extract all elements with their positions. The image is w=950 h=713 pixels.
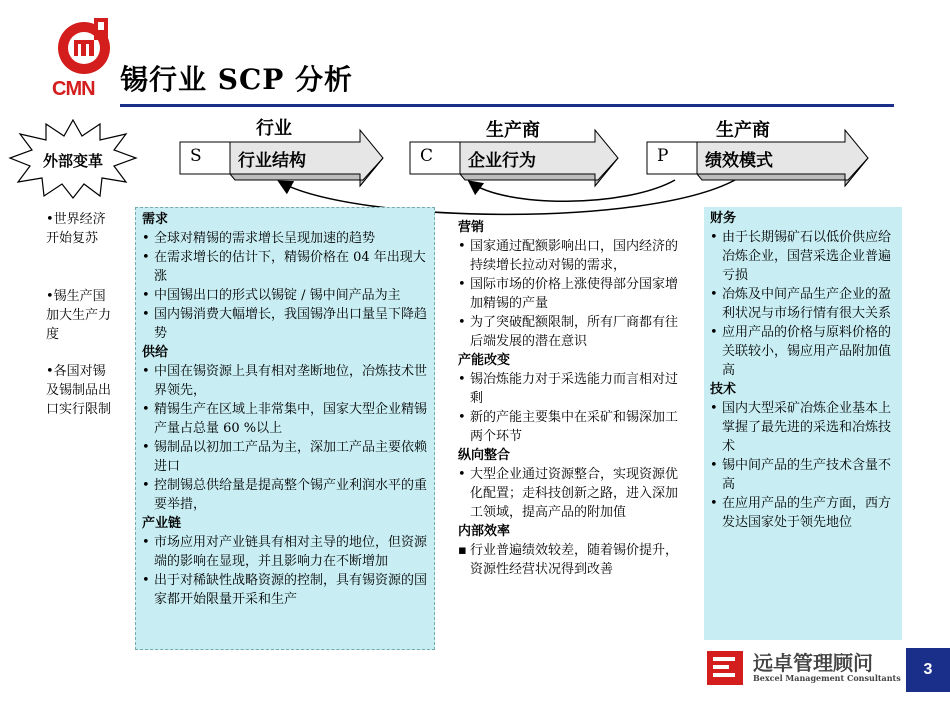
bullet-icon: •	[458, 467, 466, 482]
bullet-icon: •	[142, 535, 150, 550]
section-heading: 内部效率	[458, 524, 511, 539]
bullet-text: 锡中间产品的生产技术含量不高	[722, 458, 892, 492]
bullet-text: 在应用产品的生产方面，西方发达国家处于领先地位	[722, 496, 892, 530]
bullet-icon: •	[710, 287, 718, 302]
panel-conduct	[452, 216, 684, 646]
bullet-icon: •	[142, 573, 150, 588]
bullet-icon: •	[458, 239, 466, 254]
bullet-text: 国际市场的价格上涨使得部分国家增加精锡的产量	[470, 277, 679, 311]
bullet-item	[142, 362, 428, 400]
flow-s-top-label: 行业	[256, 118, 292, 139]
section-heading: 营销	[458, 220, 485, 235]
scp-flow-diagram	[175, 128, 885, 218]
bullet-icon: •	[710, 401, 718, 416]
bullet-icon: •	[710, 496, 718, 511]
section-heading: 需求	[142, 212, 169, 227]
bullet-icon: •	[142, 364, 150, 379]
bullet-text: 国内大型采矿冶炼企业基本上掌握了最先进的采选和冶炼技术	[722, 401, 892, 454]
flow-c-top-label: 生产商	[486, 120, 540, 141]
bullet-text: 中国在锡资源上具有相对垄断地位，冶炼技术世界领先，	[154, 364, 428, 398]
panel-structure	[135, 207, 435, 650]
bullet-icon: •	[142, 402, 150, 417]
bullet-item	[142, 476, 428, 514]
bullet-icon: •	[710, 325, 718, 340]
burst-label: 外部变革	[42, 152, 103, 170]
bullet-icon: •	[710, 458, 718, 473]
bullet-text: 冶炼及中间产品生产企业的盈利状况与市场行情有很大关系	[722, 287, 892, 321]
section-heading: 纵向整合	[458, 448, 511, 463]
bullet-item	[458, 275, 678, 313]
title-rule	[120, 104, 894, 107]
bullet-text: 精锡生产在区域上非常集中，国家大型企业精锡产量占总量 60 %以上	[154, 402, 428, 436]
flow-p-label: 绩效模式	[705, 151, 773, 171]
section-heading: 产业链	[142, 516, 182, 531]
bullet-text: 国内锡消费大幅增长，我国锡净出口量呈下降趋势	[154, 307, 428, 341]
bullet-item	[710, 228, 896, 285]
section-heading: 财务	[710, 211, 737, 226]
bullet-item	[142, 571, 428, 609]
bullet-item	[458, 541, 678, 579]
bullet-icon: •	[458, 372, 466, 387]
bullet-icon: •	[458, 277, 466, 292]
bullet-icon: •	[142, 288, 150, 303]
bullet-text: 锡制品以初加工产品为主，深加工产品主要依赖进口	[154, 440, 428, 474]
bullet-item	[458, 313, 678, 351]
bullet-icon: ▪	[458, 543, 467, 558]
bullet-item	[142, 229, 428, 248]
bullet-item	[458, 408, 678, 446]
section-heading: 供给	[142, 345, 169, 360]
bullet-text: 在需求增长的估计下，精锡价格在 04 年出现大涨	[154, 250, 426, 284]
bullet-item	[710, 456, 896, 494]
bullet-icon: •	[142, 440, 150, 455]
bullet-text: 应用产品的价格与原料价格的关联较小，锡应用产品附加值高	[722, 325, 892, 378]
bullet-item	[142, 305, 428, 343]
bullet-text: 由于长期锡矿石以低价供应给冶炼企业，国营采选企业普遍亏损	[722, 230, 892, 283]
bullet-text: 国家通过配额影响出口，国内经济的持续增长拉动对锡的需求，	[470, 239, 679, 273]
bullet-text: 行业普遍绩效较差，随着锡价提升，资源性经营状况得到改善	[470, 543, 679, 577]
bullet-item	[142, 248, 428, 286]
feedback-curve-pc	[470, 180, 675, 201]
bullet-text: 市场应用对产业链具有相对主导的地位，但资源端的影响在显现，并且影响力在不断增加	[154, 535, 428, 569]
left-note-1: •世界经济开始复苏	[46, 212, 106, 246]
bullet-icon: •	[458, 410, 466, 425]
bullet-item	[710, 399, 896, 456]
bullet-text: 控制锡总供给量是提高整个锡产业利润水平的重要举措，	[154, 478, 428, 512]
bullet-item	[458, 237, 678, 275]
bullet-item	[710, 494, 896, 532]
bullet-text: 出于对稀缺性战略资源的控制，具有锡资源的国家都开始限量开采和生产	[154, 573, 428, 607]
bullet-icon: •	[142, 307, 150, 322]
bullet-item	[142, 533, 428, 571]
section-heading: 产能改变	[458, 353, 511, 368]
section-heading: 技术	[710, 382, 737, 397]
flow-p-top-label: 生产商	[716, 120, 770, 141]
cmn-logo-text: CMN	[52, 78, 95, 100]
bullet-icon: •	[142, 250, 150, 265]
left-note-3: •各国对锡及锡制品出口实行限制	[46, 364, 112, 417]
bexcel-icon	[705, 645, 749, 689]
bullet-text: 锡冶炼能力对于采选能力而言相对过剩	[470, 372, 679, 406]
flow-c-label: 企业行为	[468, 151, 536, 171]
bullet-icon: •	[458, 315, 466, 330]
left-note-2: •锡生产国加大生产力度	[46, 289, 112, 342]
panel-performance	[704, 207, 902, 640]
bullet-item	[142, 438, 428, 476]
page-number: 3	[906, 648, 950, 692]
bullet-item	[142, 286, 428, 305]
footer-company-cn: 远卓管理顾问	[753, 651, 873, 675]
flow-s-label: 行业结构	[238, 151, 306, 171]
bullet-text: 大型企业通过资源整合，实现资源优化配置；走科技创新之路，进入深加工领域，提高产品的附加值	[470, 467, 679, 520]
bullet-text: 中国锡出口的形式以锡锭 / 锡中间产品为主	[154, 288, 401, 303]
bullet-item	[458, 465, 678, 522]
bullet-item	[710, 285, 896, 323]
flow-c-letter: C	[420, 146, 434, 166]
footer-company-en: Bexcel Management Consultants	[753, 673, 901, 683]
bullet-icon: •	[142, 231, 150, 246]
bullet-icon: •	[142, 478, 150, 493]
footer-company-logo	[705, 645, 901, 689]
flow-p-letter: P	[657, 146, 669, 166]
page-title: 锡行业 SCP 分析	[120, 63, 354, 96]
bullet-text: 新的产能主要集中在采矿和锡深加工两个环节	[470, 410, 679, 444]
bullet-item	[458, 370, 678, 408]
bullet-text: 为了突破配额限制，所有厂商都有往后端发展的潜在意识	[470, 315, 679, 349]
bullet-item	[710, 323, 896, 380]
bullet-icon: •	[710, 230, 718, 245]
flow-s-letter: S	[190, 146, 202, 166]
bullet-item	[142, 400, 428, 438]
bullet-text: 全球对精锡的需求增长呈现加速的趋势	[154, 231, 376, 246]
